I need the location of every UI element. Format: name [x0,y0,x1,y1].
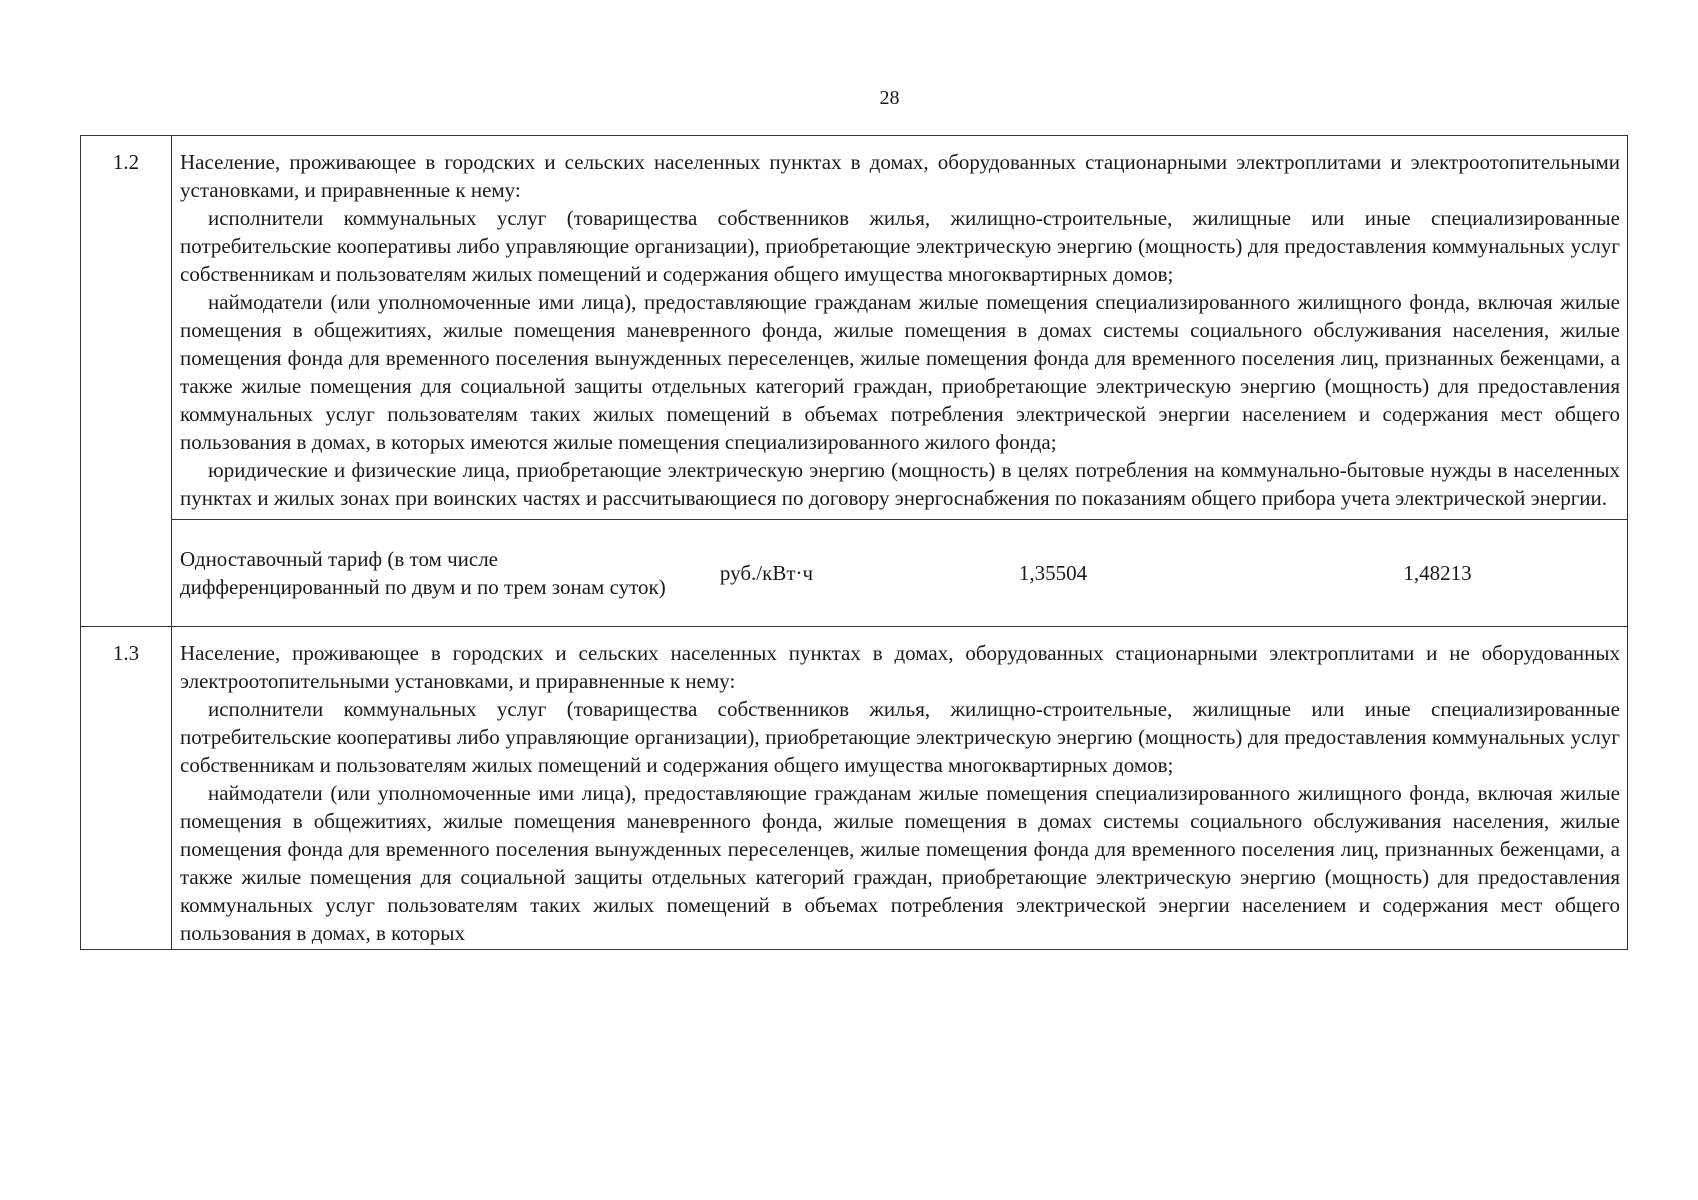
category-item: исполнители коммунальных услуг (товарищества собственников жилья, жилищно-строительные, жилищные или иные специализированные потребительские кооперативы либо управляющие организации), приобретающие электрическую энергию (мощность) для предоставления коммунальных услуг собственникам и пользователям жилых помещений и содержания общего имущества многоквартирных домов; [180,697,1620,777]
row-number: 1.2 [81,136,172,627]
row-description [172,136,1628,520]
category-item: наймодатели (или уполномоченные ими лица), предоставляющие гражданам жилые помещения специализированного жилищного фонда, включая жилые помещения в общежитиях, жилые помещения маневренного фонда, жилые помещения в домах системы социального обслуживания населения, жилые помещения фонда для временного поселения вынужденных переселенцев, жилые помещения фонда для временного поселения лиц, признанных беженцами, а также жилые помещения для социальной защиты отдельных категорий граждан, приобретающие электрическую энергию (мощность) для предоставления коммунальных услуг пользователям таких жилых помещений в объемах потребления электрической энергии населением и содержания мест общего пользования в домах, в которых [180,781,1620,945]
tariff-rate-table [172,520,1627,626]
tariff-rate-cell [172,520,1628,627]
tariff-unit: руб./кВт·ч [719,561,814,585]
tariff-value-1: 1,35504 [1018,561,1088,585]
category-item: исполнители коммунальных услуг (товарищества собственников жилья, жилищно-строительные, жилищные или иные специализированные потребительские кооперативы либо управляющие организации), приобретающие электрическую энергию (мощность) для предоставления коммунальных услуг собственникам и пользователям жилых помещений и содержания общего имущества многоквартирных домов; [180,206,1620,286]
table-row-1-2 [81,136,1628,520]
category-item: юридические и физические лица, приобретающие электрическую энергию (мощность) в целях потребления на коммунально-бытовые нужды в населенных пунктах и жилых зонах при воинских частях и рассчитывающиеся по договору энергоснабжения по показаниям общего прибора учета электрической энергии. [180,458,1620,510]
tariff-table [80,135,1628,950]
category-intro: Население, проживающее в городских и сельских населенных пунктах в домах, оборудованных стационарными электроплитами и не оборудованных электроотопительными установками, и приравненные к нему: [180,641,1620,693]
row-number: 1.3 [81,627,172,950]
tariff-name: Одноставочный тариф (в том числе дифференцированный по двум и по трем зонам суток) [180,547,666,599]
category-intro: Население, проживающее в городских и сельских населенных пунктах в домах, оборудованных стационарными электроплитами и электроотопительными установками, и приравненные к нему: [180,150,1620,202]
row-description [172,627,1628,950]
category-item: наймодатели (или уполномоченные ими лица), предоставляющие гражданам жилые помещения специализированного жилищного фонда, включая жилые помещения в общежитиях, жилые помещения маневренного фонда, жилые помещения в домах системы социального обслуживания населения, жилые помещения фонда для временного поселения вынужденных переселенцев, жилые помещения фонда для временного поселения лиц, признанных беженцами, а также жилые помещения для социальной защиты отдельных категорий граждан, приобретающие электрическую энергию (мощность) для предоставления коммунальных услуг пользователям таких жилых помещений в объемах потребления электрической энергии населением и содержания мест общего пользования в домах, в которых имеются жилые помещения специализированного жилого фонда; [180,290,1620,454]
page-number: 28 [879,87,900,109]
tariff-value-2: 1,48213 [1403,561,1472,585]
tariff-rate-row [81,520,1628,627]
table-row-1-3 [81,627,1628,950]
